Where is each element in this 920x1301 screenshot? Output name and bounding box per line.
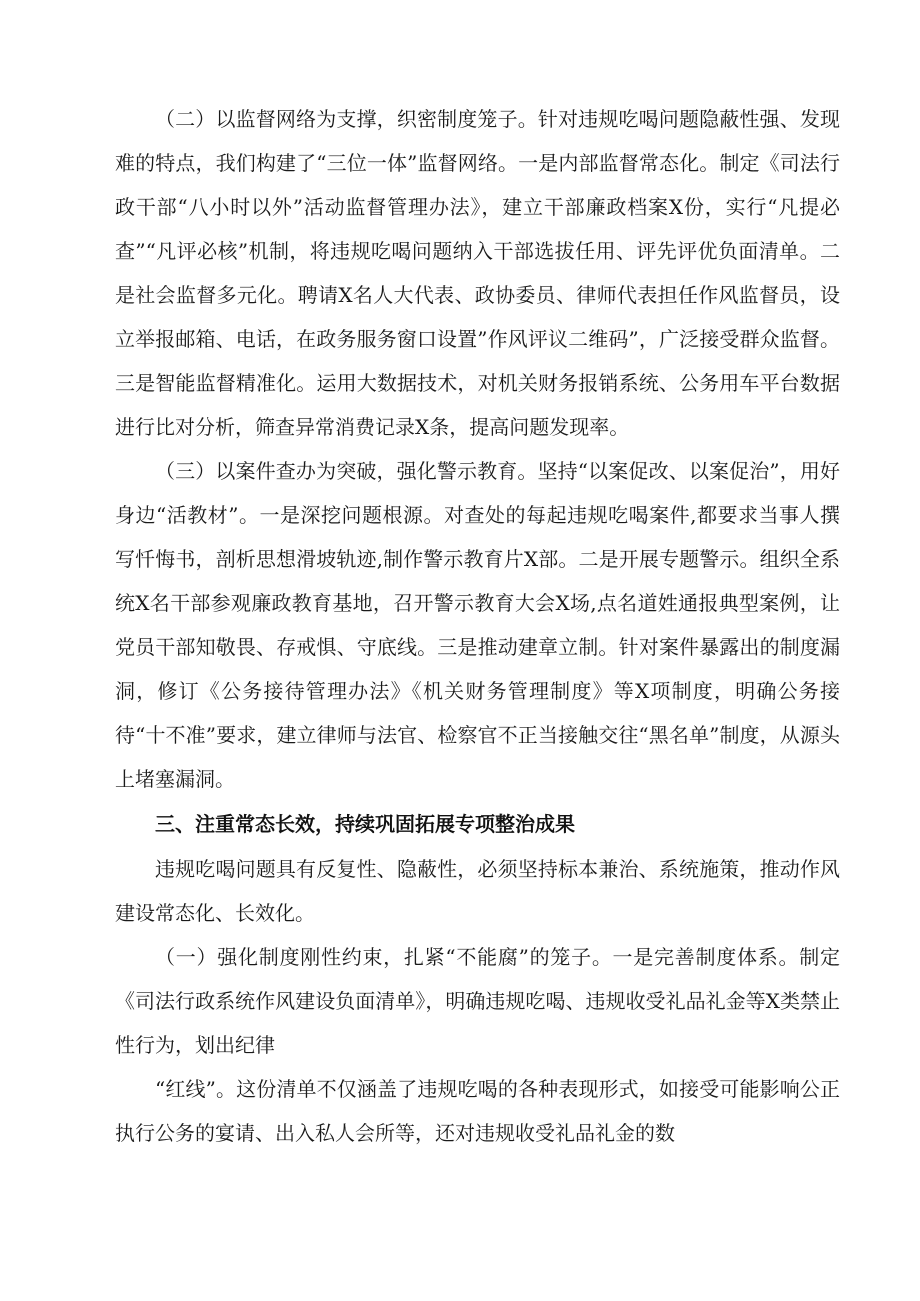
paragraph-institutional-constraint: （一）强化制度刚性约束，扎紧“不能腐”的笼子。一是完善制度体系。制定《司法行政系统作风建设负面清单》，明确违规吃喝、违规收受礼品礼金等X类禁止性行为，划出纪律 bbox=[115, 945, 840, 1057]
document-body bbox=[115, 97, 840, 1155]
paragraph-case-handling: （三）以案件查办为突破，强化警示教育。坚持“以案促改、以案促治”，用好身边“活教材”。一是深挖问题根源。对查处的每起违规吃喝案件,都要求当事人撰写忏悔书，剖析思想滑坡轨迹,制作警示教育片X部。二是开展专题警示。组织全系统X名干部参观廉政教育基地，召开警示教育大会X场,点名道姓通报典型案例，让党员干部知敬畏、存戒惧、守底线。三是推动建章立制。针对案件暴露出的制度漏洞，修订《公务接待管理办法》《机关财务管理制度》等X项制度，明确公务接待“十不准”要求，建立律师与法官、检察官不正当接触交往“黑名单”制度，从源头上堵塞漏洞。 bbox=[115, 459, 840, 791]
section-heading: 三、注重常态长效，持续巩固拓展专项整治成果 bbox=[155, 812, 575, 836]
paragraph-red-line: “红线”。这份清单不仅涵盖了违规吃喝的各种表现形式，如接受可能影响公正执行公务的宴请、出入私人会所等，还对违规收受礼品礼金的数 bbox=[115, 1077, 840, 1145]
paragraph-supervision-network: （二）以监督网络为支撑，织密制度笼子。针对违规吃喝问题隐蔽性强、发现难的特点，我们构建了“三位一体”监督网络。一是内部监督常态化。制定《司法行政干部“八小时以外”活动监督管理办法》，建立干部廉政档案X份，实行“凡提必查”“凡评必核”机制，将违规吃喝问题纳入干部选拔任用、评先评优负面清单。二是社会监督多元化。聘请X名人大代表、政协委员、律师代表担任作风监督员，设立举报邮箱、电话，在政务服务窗口设置”作风评议二维码”，广泛接受群众监督。三是智能监督精准化。运用大数据技术，对机关财务报销系统、公务用车平台数据进行比对分析，筛查异常消费记录X条，提高问题发现率。 bbox=[115, 107, 840, 439]
paragraph-section-intro: 违规吃喝问题具有反复性、隐蔽性，必须坚持标本兼治、系统施策，推动作风建设常态化、长效化。 bbox=[115, 857, 840, 925]
